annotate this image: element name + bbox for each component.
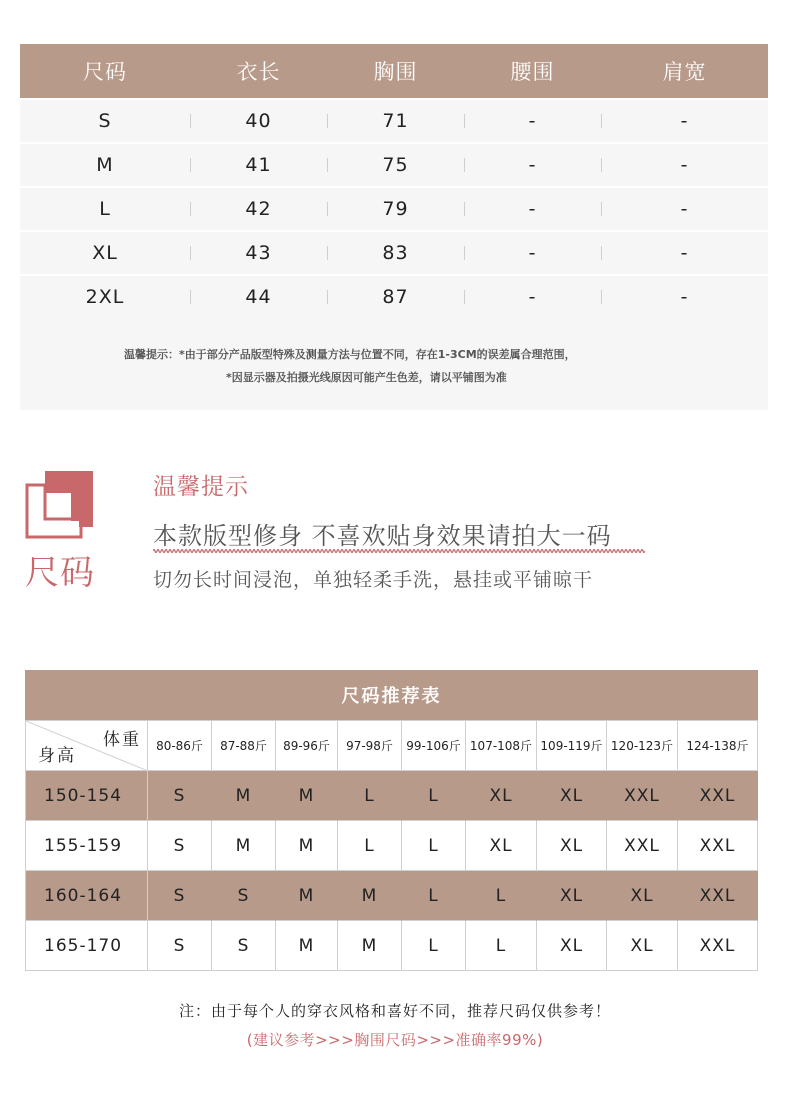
weight-range: 107-108斤 [466,721,537,771]
size-table [20,44,768,318]
length-cell: 43 [245,242,272,264]
measurement-note-line2: *因显示器及拍摄光线原因可能产生色差，请以平铺图为准 [226,371,507,384]
column-divider [327,246,328,260]
recommended-size: S [212,871,276,921]
recommended-size: XL [537,921,607,971]
wavy-underline [153,548,645,554]
column-divider [464,290,465,304]
height-range: 150-154 [26,771,148,821]
size-row [20,188,768,230]
recommended-size: XL [537,871,607,921]
waist-cell: - [528,242,537,264]
shoulder-cell: - [680,154,689,176]
header-waist: 腰围 [510,60,555,84]
column-divider [601,158,602,172]
size-cell: M [96,154,114,176]
recommendation-title: 尺码推荐表 [25,670,758,720]
measurement-note-line1: 温馨提示：*由于部分产品版型特殊及测量方法与位置不同，存在1-3CM的误差属合理范围， [124,348,576,361]
recommended-size: XL [607,921,678,971]
header-bust: 胸围 [373,60,418,84]
recommended-size: L [402,821,466,871]
column-divider [327,290,328,304]
recommended-size: XL [607,871,678,921]
recommended-size: S [148,871,212,921]
weight-height-corner [26,721,148,771]
size-table-header [20,44,768,98]
recommended-size: L [338,821,402,871]
height-row [26,821,758,871]
weight-range: 80-86斤 [148,721,212,771]
weight-range: 120-123斤 [607,721,678,771]
bust-cell: 79 [382,198,409,220]
size-cell: XL [92,242,118,264]
recommended-size: L [402,871,466,921]
recommended-size: M [276,771,338,821]
shoulder-cell: - [680,110,689,132]
height-range: 165-170 [26,921,148,971]
recommended-size: S [148,771,212,821]
shoulder-cell: - [680,198,689,220]
recommended-size: L [466,921,537,971]
length-cell: 44 [245,286,272,308]
height-row [26,871,758,921]
length-cell: 40 [245,110,272,132]
size-row [20,276,768,318]
column-divider [190,290,191,304]
size-cell: S [98,110,112,132]
size-cell: 2XL [85,286,125,308]
recommended-size: L [402,771,466,821]
weight-range: 124-138斤 [678,721,758,771]
recommended-size: M [276,871,338,921]
bust-cell: 83 [382,242,409,264]
size-row [20,144,768,186]
recommended-size: L [402,921,466,971]
recommended-size: XXL [678,921,758,971]
recommended-size: XL [537,821,607,871]
recommendation-grid [25,720,758,971]
size-row [20,100,768,142]
column-divider [327,114,328,128]
recommended-size: L [466,871,537,921]
column-divider [190,246,191,260]
bust-cell: 75 [382,154,409,176]
recommended-size: XL [466,821,537,871]
measurement-note [20,318,768,410]
shoulder-cell: - [680,242,689,264]
length-cell: 41 [245,154,272,176]
waist-cell: - [528,110,537,132]
height-label: 身高 [38,746,76,766]
recommended-size: M [212,771,276,821]
height-row [26,921,758,971]
bust-cell: 71 [382,110,409,132]
header-shoulder: 肩宽 [662,60,707,84]
column-divider [601,246,602,260]
column-divider [464,158,465,172]
weight-label: 体重 [103,730,141,750]
length-cell: 42 [245,198,272,220]
size-logo-icon [25,469,95,539]
bust-advice: (建议参考>>>胸围尺码>>>准确率99%) [246,1031,544,1049]
recommended-size: M [276,921,338,971]
column-divider [601,202,602,216]
header-length: 衣长 [236,60,281,84]
waist-cell: - [528,198,537,220]
weight-range: 89-96斤 [276,721,338,771]
tips-title: 温馨提示 [153,474,249,500]
column-divider [464,246,465,260]
care-instructions: 切勿长时间浸泡，单独轻柔手洗，悬挂或平铺晾干 [153,569,594,591]
recommended-size: M [338,871,402,921]
recommended-size: XXL [678,821,758,871]
recommended-size: S [212,921,276,971]
header-size: 尺码 [83,60,127,84]
recommended-size: L [338,771,402,821]
recommended-size: S [148,921,212,971]
height-row [26,771,758,821]
column-divider [190,158,191,172]
column-divider [190,114,191,128]
column-divider [601,114,602,128]
recommended-size: XXL [678,771,758,821]
column-divider [464,202,465,216]
recommended-size: XXL [678,871,758,921]
recommended-size: M [276,821,338,871]
column-divider [327,158,328,172]
size-logo-text: 尺码 [25,553,95,593]
recommended-size: M [212,821,276,871]
size-recommendation-table [25,670,758,971]
column-divider [327,202,328,216]
recommended-size: XXL [607,771,678,821]
recommended-size: XL [466,771,537,821]
weight-range: 87-88斤 [212,721,276,771]
waist-cell: - [528,286,537,308]
height-range: 160-164 [26,871,148,921]
reference-disclaimer: 注：由于每个人的穿衣风格和喜好不同，推荐尺码仅供参考！ [178,1002,611,1020]
bust-cell: 87 [382,286,409,308]
weight-range: 97-98斤 [338,721,402,771]
weight-range: 109-119斤 [537,721,607,771]
recommended-size: S [148,821,212,871]
recommended-size: M [338,921,402,971]
weight-range: 99-106斤 [402,721,466,771]
waist-cell: - [528,154,537,176]
fit-advice: 本款版型修身 不喜欢贴身效果请拍大一码 [153,522,612,550]
column-divider [190,202,191,216]
size-row [20,232,768,274]
shoulder-cell: - [680,286,689,308]
column-divider [464,114,465,128]
column-divider [601,290,602,304]
recommended-size: XL [537,771,607,821]
recommended-size: XXL [607,821,678,871]
weight-header-row [26,721,758,771]
size-cell: L [99,198,111,220]
height-range: 155-159 [26,821,148,871]
